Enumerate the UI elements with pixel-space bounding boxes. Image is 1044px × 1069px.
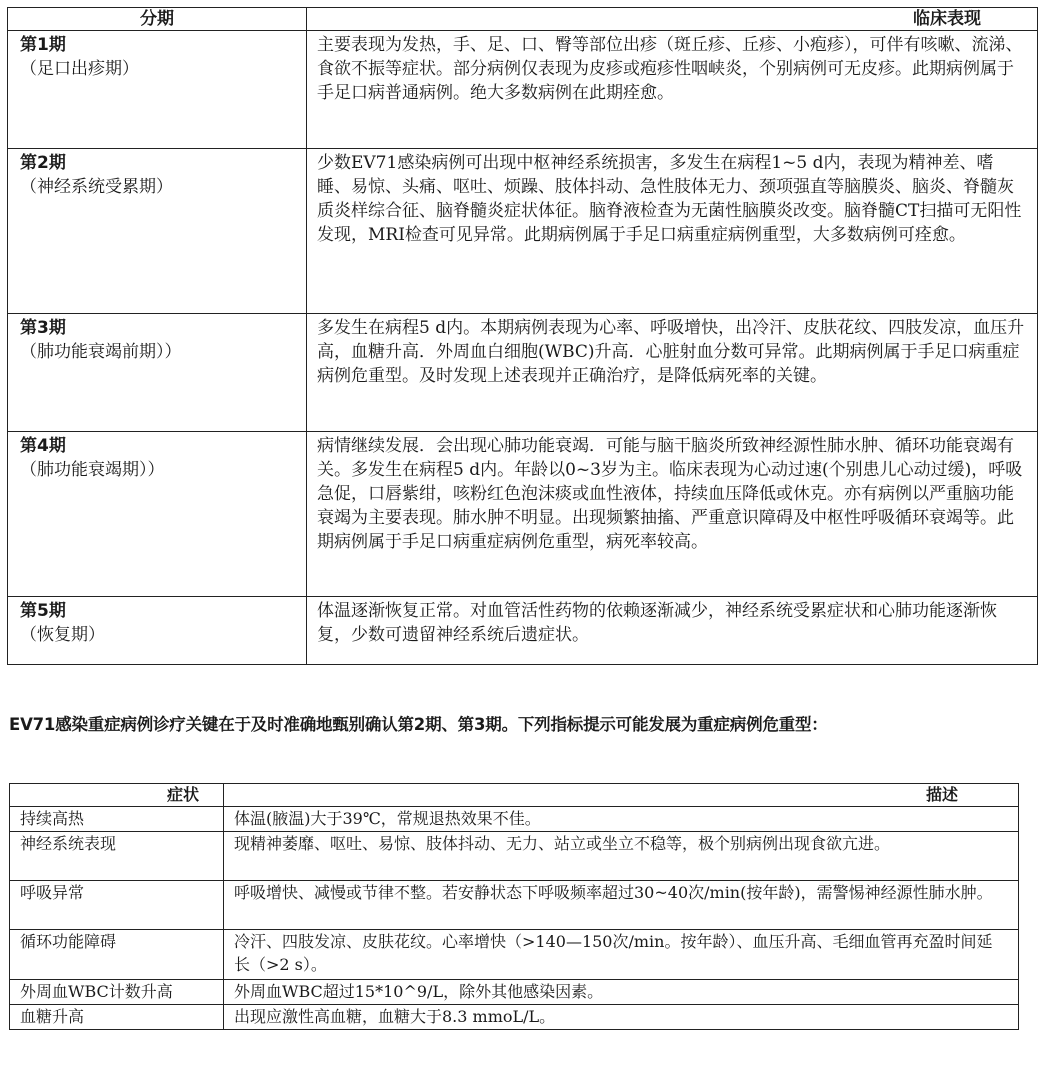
- symptom-name: 外周血WBC计数升高: [10, 980, 224, 1005]
- stage-cell: [8, 432, 307, 597]
- stage-name: 第3期: [20, 318, 66, 338]
- table-row: [10, 832, 1019, 881]
- stage-cell: [8, 149, 307, 314]
- table-row: [10, 930, 1019, 980]
- stage-name: 第2期: [20, 153, 66, 173]
- symptom-name: 呼吸异常: [10, 881, 224, 930]
- stage-description: 少数EV71感染病例可出现中枢神经系统损害，多发生在病程1~5 d内，表现为精神差、嗜睡、易惊、头痛、呕吐、烦躁、肢体抖动、急性肢体无力、颈项强直等脑膜炎、脑炎、脊髓灰质炎样综合征、脑脊髓炎症状体征。脑脊液检查为无菌性脑膜炎改变。脑脊髓CT扫描可无阳性发现，MRI检查可见异常。此期病例属于手足口病重症病例重型，大多数病例可痊愈。: [307, 149, 1038, 314]
- symptom-name: 血糖升高: [10, 1005, 224, 1030]
- symptom-description: 冷汗、四肢发凉、皮肤花纹。心率增快（>140—150次/min。按年龄）、血压升高、毛细血管再充盈时间延长（>2 s）。: [224, 930, 1019, 980]
- stage-cell: [8, 597, 307, 665]
- symptom-description: 外周血WBC超过15*10^9/L，除外其他感染因素。: [224, 980, 1019, 1005]
- header-description: 描述: [224, 784, 1019, 807]
- symptom-description: 出现应激性高血糖，血糖大于8.3 mmoL/L。: [224, 1005, 1019, 1030]
- table-row: [8, 432, 1038, 597]
- symptom-description: 现精神萎靡、呕吐、易惊、肢体抖动、无力、站立或坐立不稳等，极个别病例出现食欲亢进。: [224, 832, 1019, 881]
- header-stage: 分期: [8, 8, 307, 31]
- stage-description: 多发生在病程5 d内。本期病例表现为心率、呼吸增快，出冷汗、皮肤花纹、四肢发凉，血压升高，血糖升高．外周血白细胞(WBC)升高．心脏射血分数可异常。此期病例属于手足口病重症病例危重型。及时发现上述表现并正确治疗，是降低病死率的关键。: [307, 314, 1038, 432]
- stage-name: 第5期: [20, 601, 66, 621]
- stage-description: 体温逐渐恢复正常。对血管活性药物的依赖逐渐减少，神经系统受累症状和心肺功能逐渐恢复，少数可遗留神经系统后遗症状。: [307, 597, 1038, 665]
- stage-subtitle: （足口出疹期）: [20, 59, 139, 79]
- stage-subtitle: （恢复期）: [20, 625, 105, 645]
- stage-description: 病情继续发展．会出现心肺功能衰竭．可能与脑干脑炎所致神经源性肺水肿、循环功能衰竭有关。多发生在病程5 d内。年龄以0~3岁为主。临床表现为心动过速(个别患儿心动过缓)，呼吸急促，口唇紫绀，咳粉红色泡沫痰或血性液体，持续血压降低或休克。亦有病例以严重脑功能衰竭为主要表现。肺水肿不明显。出现频繁抽搐、严重意识障碍及中枢性呼吸循环衰竭等。此期病例属于手足口病重症病例危重型，病死率较高。: [307, 432, 1038, 597]
- header-symptom: 症状: [10, 784, 224, 807]
- stage-name: 第4期: [20, 436, 66, 456]
- header-clinical: 临床表现: [307, 8, 1038, 31]
- table-row: [8, 314, 1038, 432]
- stage-name: 第1期: [20, 35, 66, 55]
- table-row: [8, 597, 1038, 665]
- symptom-table-header: [10, 784, 1019, 807]
- symptom-name: 循环功能障碍: [10, 930, 224, 980]
- critical-indicator-note: EV71感染重症病例诊疗关键在于及时准确地甄别确认第2期、第3期。下列指标提示可能发展为重症病例危重型：: [9, 715, 828, 734]
- table-row: [10, 1005, 1019, 1030]
- symptom-description: 呼吸增快、减慢或节律不整。若安静状态下呼吸频率超过30~40次/min(按年龄)，需警惕神经源性肺水肿。: [224, 881, 1019, 930]
- stage-cell: [8, 31, 307, 149]
- stage-description: 主要表现为发热，手、足、口、臀等部位出疹（斑丘疹、丘疹、小疱疹），可伴有咳嗽、流涕、食欲不振等症状。部分病例仅表现为皮疹或疱疹性咽峡炎，个别病例可无皮疹。此期病例属于手足口病普通病例。绝大多数病例在此期痊愈。: [307, 31, 1038, 149]
- stage-subtitle: （肺功能衰竭期））: [20, 460, 165, 480]
- symptom-description: 体温(腋温)大于39℃，常规退热效果不佳。: [224, 807, 1019, 832]
- symptom-table: [9, 783, 1019, 1030]
- table-row: [10, 807, 1019, 832]
- symptom-name: 持续高热: [10, 807, 224, 832]
- table-row: [10, 980, 1019, 1005]
- stage-table: [7, 7, 1038, 665]
- table-row: [10, 881, 1019, 930]
- stage-subtitle: （肺功能衰竭前期））: [20, 342, 182, 362]
- stage-subtitle: （神经系统受累期）: [20, 177, 173, 197]
- symptom-name: 神经系统表现: [10, 832, 224, 881]
- table-row: [8, 149, 1038, 314]
- stage-table-header: [8, 8, 1038, 31]
- table-row: [8, 31, 1038, 149]
- stage-cell: [8, 314, 307, 432]
